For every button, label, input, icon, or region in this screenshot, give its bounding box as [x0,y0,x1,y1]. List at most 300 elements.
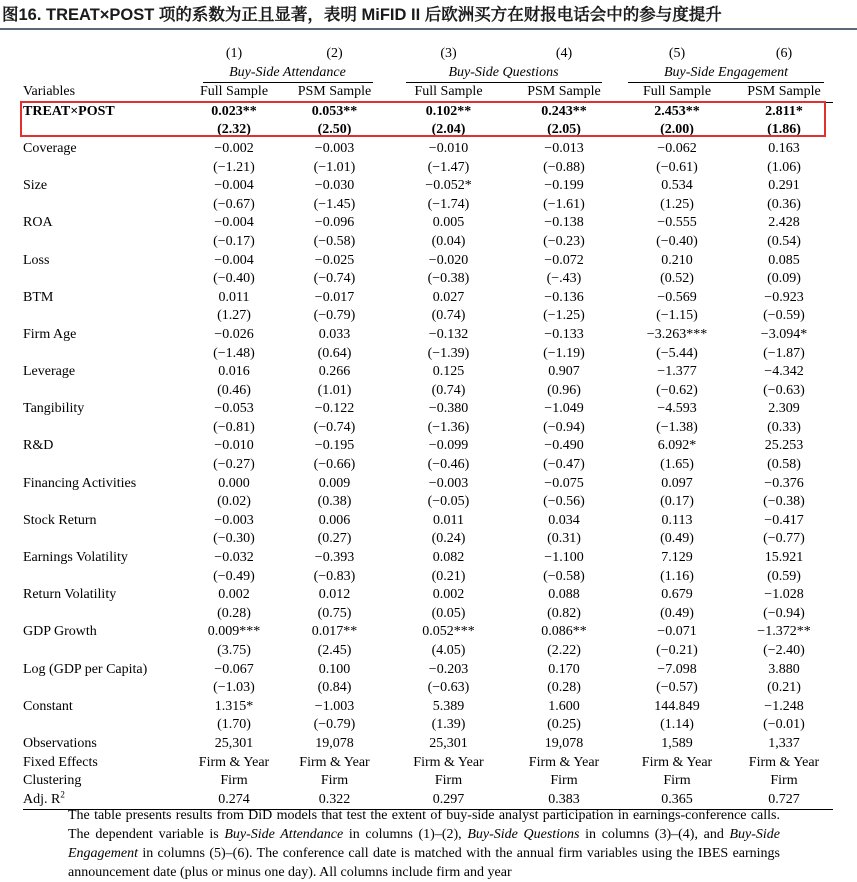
table-cell: (−0.38) [763,494,805,510]
table-cell: (1.25) [660,196,694,212]
table-cell: (1.16) [660,568,694,584]
table-cell: 25,301 [214,735,254,751]
table-cell: (−1.74) [427,196,470,212]
table-cell: −0.020 [428,252,469,268]
tstat-row [23,345,833,364]
table-cell: 0.034 [548,512,580,528]
table-cell: (−0.77) [763,531,805,547]
table-cell: (−0.74) [313,419,356,435]
table-cell: −0.052* [425,178,472,194]
table-cell: −0.417 [764,512,804,528]
table-cell: 0.727 [735,791,833,810]
table-cell: Firm & Year [198,754,270,770]
variable-name: Earnings Volatility [23,550,128,566]
table-cell: −0.490 [544,438,584,454]
table-cell: (−0.94) [543,419,585,435]
table-cell: (0.49) [660,605,694,621]
table-cell: −1.248 [764,698,804,714]
table-cell: (0.75) [317,605,352,621]
coef-row [23,549,833,568]
coef-row [23,437,833,456]
table-cell: 0.017** [311,624,358,640]
table-cell: 6.092* [657,438,697,454]
tstat-row [23,307,833,326]
table-cell: −0.030 [314,178,355,194]
table-cell: −0.053 [214,401,254,417]
variable-name [23,196,187,215]
tstat-row [23,568,833,587]
table-cell: (−1.39) [427,345,470,361]
table-cell: (−0.61) [656,159,698,175]
table-cell: (2.45) [317,643,352,658]
table-cell: −1.003 [314,698,355,714]
table-cell: Firm & Year [413,754,484,770]
table-cell: Firm [320,773,349,789]
table-cell: (0.09) [767,271,801,287]
sample-header-row [23,83,833,102]
table-cell: 0.291 [768,178,800,194]
table-cell: (0.59) [767,568,801,584]
title-divider [0,28,857,30]
table-cell: 0.006 [318,512,351,528]
sample-label: Full Sample [388,83,509,102]
table-cell: (−0.81) [213,419,255,435]
table-cell: 0.053** [311,103,358,119]
sample-label: Full Sample [187,83,281,102]
table-cell: −0.004 [214,178,254,194]
column-number: (5) [668,46,686,61]
column-number: (1) [225,46,243,61]
column-group-label: Buy-Side Attendance [203,64,373,84]
table-cell: Firm & Year [299,754,370,770]
table-cell: 144.849 [654,698,700,714]
coef-row [23,326,833,345]
table-cell: 0.002 [432,587,465,603]
table-cell: (1.65) [660,457,694,473]
column-number: (3) [440,46,457,61]
table-cell: −0.096 [314,215,355,231]
tstat-row [23,605,833,624]
table-cell: −0.199 [544,178,584,194]
table-cell: −4.593 [657,401,697,417]
table-cell: (−0.58) [313,233,356,249]
table-cell: (−0.38) [427,271,470,287]
tstat-row [23,233,833,252]
variable-name: Loss [23,252,50,268]
table-cell: (2.04) [431,122,466,138]
table-cell: (−5.44) [656,345,698,361]
table-cell: −0.032 [214,550,254,566]
table-cell: 0.170 [548,661,580,677]
table-cell: (−0.30) [213,531,255,547]
table-cell: (−0.47) [543,457,585,473]
variable-name [23,159,187,178]
table-cell: (2.00) [660,122,694,138]
table-cell: 0.097 [661,475,693,491]
table-cell: (0.25) [547,717,581,733]
variable-name [23,679,187,698]
table-cell: (−1.15) [656,308,698,324]
table-cell: −7.098 [657,661,697,677]
table-cell: (−0.40) [213,271,255,287]
table-cell: (−0.57) [656,680,698,696]
table-cell: 0.033 [318,326,351,342]
tstat-row [23,493,833,512]
table-cell: 0.009 [318,475,351,491]
table-cell: 0.266 [318,364,351,380]
table-cell: −0.062 [657,140,697,156]
table-cell: (2.05) [547,122,581,138]
table-cell: Firm [550,773,578,789]
stat-row [23,772,833,791]
table-cell: 0.088 [548,587,580,603]
variable-name: GDP Growth [23,624,97,640]
table-cell: 2.453** [654,103,700,119]
table-cell: −0.393 [314,550,355,566]
table-cell: (0.96) [547,382,581,398]
sample-label: PSM Sample [735,83,833,102]
table-cell: (−1.87) [763,345,805,361]
table-cell: 0.679 [661,587,693,603]
table-cell: Firm & Year [641,754,713,770]
table-cell: −0.122 [314,401,355,417]
table-cell: −0.025 [314,252,355,268]
table-cell: Firm & Year [528,754,600,770]
coef-row [23,140,833,159]
table-cell: 0.113 [661,512,693,528]
table-cell: 0.163 [768,140,800,156]
table-cell: −1.100 [544,550,584,566]
figure-title: 图16. TREAT×POST 项的系数为正且显著，表明 MiFID II 后欧洲买方在财报电话会中的参与度提升 [2,6,722,24]
table-cell: 0.210 [661,252,693,268]
table-cell: 1.600 [548,698,580,714]
column-number: (4) [555,46,573,61]
table-cell: −0.002 [214,140,254,156]
table-cell: (3.75) [217,643,251,658]
coef-row [23,214,833,233]
table-cell: (0.64) [317,345,352,361]
table-cell: (1.01) [317,382,352,398]
table-cell: −0.376 [764,475,804,491]
table-cell: 0.086** [541,624,587,640]
table-cell: 0.100 [318,661,351,677]
table-cell: −0.010 [214,438,254,454]
table-cell: (−0.94) [763,605,805,621]
table-cell: 3.880 [768,661,800,677]
table-cell: −0.138 [544,215,584,231]
table-cell: (0.52) [660,271,694,287]
table-cell: −0.203 [428,661,469,677]
coef-row [23,586,833,605]
table-cell: 2.309 [768,401,800,417]
variable-name: Tangibility [23,401,85,417]
table-cell: 0.274 [187,791,281,810]
table-cell: (−0.88) [543,159,585,175]
variable-name: ROA [23,215,53,231]
table-cell: (0.21) [431,568,466,584]
coef-row [23,512,833,531]
table-cell: (−.43) [546,271,582,287]
variable-name: Fixed Effects [23,754,98,770]
variable-name [23,345,187,364]
table-cell: (2.22) [547,643,581,658]
sample-label: PSM Sample [281,83,388,102]
table-cell: (−1.38) [656,419,698,435]
table-cell: −0.017 [314,289,355,305]
variable-name [23,419,187,438]
table-cell: 0.002 [218,587,250,603]
table-cell: 1.315* [214,698,254,714]
table-cell: (−1.48) [213,345,255,361]
table-cell: 0.102** [425,103,472,119]
table-cell: 0.125 [432,364,465,380]
table-cell: (−1.61) [543,196,585,212]
table-cell: (−1.01) [313,159,356,175]
table-cell: (−0.49) [213,568,255,584]
table-cell: (0.28) [547,680,581,696]
table-cell: (0.24) [431,531,466,547]
tstat-row [23,642,833,661]
table-cell: 0.082 [432,550,465,566]
table-cell: −0.923 [764,289,804,305]
table-cell: 0.011 [433,512,464,528]
table-cell: −0.569 [657,289,697,305]
table-cell: −0.067 [214,661,254,677]
table-cell: (−0.63) [427,680,470,696]
variable-name: Firm Age [23,326,77,342]
table-cell: (−1.21) [213,159,255,175]
table-cell: (0.58) [767,457,801,473]
table-cell: (0.27) [317,531,352,547]
table-cell: 25,301 [429,735,468,751]
tstat-row [23,679,833,698]
tstat-row [23,530,833,549]
table-cell: (0.31) [547,531,581,547]
table-cell: (−0.58) [543,568,585,584]
tstat-row [23,159,833,178]
variable-name: Return Volatility [23,587,117,603]
table-cell: (−1.19) [543,345,585,361]
table-cell: (0.21) [767,680,801,696]
table-cell: −0.004 [214,252,254,268]
table-cell: 19,078 [544,735,584,751]
table-cell: (1.39) [431,717,466,733]
table-cell: 7.129 [661,550,693,566]
table-cell: 0.027 [432,289,465,305]
table-cell: (0.84) [317,680,352,696]
variable-name [23,642,187,661]
table-cell: (0.38) [317,494,352,510]
table-cell: (−1.36) [427,419,470,435]
tstat-row [23,716,833,735]
table-cell: −0.010 [428,140,469,156]
table-note: The table presents results from DiD models that test the extent of buy-side analyst participation in earnings-conference calls. The dependent variable is Buy-Side Attendance in columns (1)–(2), Buy-Side Questions in columns (3)–(4), and Buy-Side Engagement in columns (5)–(6). The conference call date is matched with the annual firm variables using the IBES earnings announcement date (plus or minus one day). All columns include firm and year [68,808,780,880]
column-group-label: Buy-Side Questions [406,64,602,84]
coef-row [23,623,833,642]
table-cell: 0.052*** [422,624,475,640]
table-cell: (0.54) [767,233,801,249]
table-cell: (0.46) [217,382,251,398]
sample-label: PSM Sample [509,83,619,102]
table-cell: 19,078 [315,735,354,751]
table-cell: −0.026 [214,326,254,342]
variable-name: R&D [23,438,54,454]
table-cell: (2.50) [317,122,352,138]
table-cell: 1,589 [661,735,693,751]
table-cell: 15.921 [764,550,804,566]
table-cell: −0.071 [657,624,697,640]
variable-name: BTM [23,289,54,305]
table-cell: 25.253 [764,438,804,454]
variable-name [23,605,187,624]
table-cell: 5.389 [432,698,465,714]
table-cell: (0.05) [431,605,466,621]
table-cell: (0.36) [767,196,801,212]
sample-label: Full Sample [619,83,735,102]
table-cell: −4.342 [764,364,804,380]
coef-row [23,661,833,680]
table-cell: 0.012 [318,587,351,603]
table-cell: −0.003 [314,140,355,156]
coef-row [23,363,833,382]
table-cell: (−1.03) [213,680,255,696]
variable-name [23,493,187,512]
column-number: (2) [326,46,343,61]
table-cell: −0.075 [544,475,584,491]
table-cell: (0.02) [217,494,251,510]
tstat-row [23,382,833,401]
treat-post-tstat-row [23,121,833,140]
table-cell: −0.195 [314,438,355,454]
table-cell: (1.27) [217,308,251,324]
coef-row [23,475,833,494]
table-cell: Firm & Year [748,754,820,770]
table-cell: 0.011 [218,289,250,305]
table-cell: Firm [663,773,691,789]
table-cell: 2.428 [768,215,800,231]
table-cell: Firm [434,773,463,789]
adj-r2-label: Adj. $R^2$ [23,791,187,810]
table-cell: (−0.46) [427,457,470,473]
column-group-label: Buy-Side Engagement [628,64,824,84]
table-cell: (0.04) [431,233,466,249]
variable-name [23,716,187,735]
tstat-row [23,456,833,475]
table-cell: (−0.74) [313,271,356,287]
table-cell: (−0.23) [543,233,585,249]
table-cell: 0.023** [211,103,257,119]
table-cell: (−1.25) [543,308,585,324]
table-cell: (−0.59) [763,308,805,324]
table-cell: −3.094* [760,326,808,342]
table-cell: (−0.40) [656,233,698,249]
variable-name [23,530,187,549]
tstat-row [23,270,833,289]
table-cell: 0.383 [509,791,619,810]
table-cell: (0.28) [217,605,251,621]
variable-name [23,568,187,587]
variable-name: Leverage [23,364,76,380]
table-cell: −0.555 [657,215,697,231]
table-cell: Firm [220,773,248,789]
variable-name: Observations [23,735,97,751]
table-cell: Firm [770,773,798,789]
table-cell: (1.14) [660,717,694,733]
regression-table [23,45,833,810]
table-cell: 0.297 [388,791,509,810]
table-cell: (−0.56) [543,494,585,510]
table-cell: 0.322 [281,791,388,810]
tstat-row [23,419,833,438]
variable-name [23,382,187,401]
table-cell: (−1.45) [313,196,356,212]
table-cell: (1.06) [767,159,801,175]
table-cell: −3.263*** [646,326,708,342]
table-cell: −1.377 [657,364,697,380]
treat-post-coef-row [23,102,833,121]
table-cell: −1.028 [764,587,804,603]
table-cell: (−0.67) [213,196,255,212]
table-cell: (0.82) [547,605,581,621]
table-cell: 0.085 [768,252,800,268]
table-cell: (1.86) [767,122,801,138]
table-cell: 1,337 [768,735,800,751]
variable-name: Financing Activities [23,475,137,491]
variable-name: Log (GDP per Capita) [23,661,148,677]
table-cell: (0.74) [431,308,466,324]
table-cell: −0.003 [214,512,254,528]
coef-row [23,252,833,271]
table-cell: (0.33) [767,419,801,435]
table-cell: 0.016 [218,364,250,380]
table-cell: (4.05) [431,643,466,658]
variable-name: TREAT×POST [23,103,115,119]
table-cell: 0.365 [619,791,735,810]
table-cell: (0.74) [431,382,466,398]
coef-row [23,400,833,419]
table-cell: (−0.17) [213,233,255,249]
table-cell: (−0.63) [763,382,805,398]
table-cell: 0.000 [218,475,250,491]
table-cell: −1.372** [757,624,811,640]
variables-header: Variables [23,83,187,102]
table-cell: 0.907 [548,364,580,380]
table-cell: (−0.66) [313,457,356,473]
variable-name: Clustering [23,773,82,789]
table-cell: (−2.40) [763,643,805,658]
table-cell: 0.005 [432,215,465,231]
table-cell: (0.17) [660,494,694,510]
table-cell: (1.70) [217,717,251,733]
table-cell: (0.49) [660,531,694,547]
table-cell: −0.099 [428,438,469,454]
column-number-row [23,45,833,64]
coef-row [23,177,833,196]
table-cell: (−0.79) [313,308,356,324]
table-cell: (−0.27) [213,457,255,473]
table-cell: (−0.83) [313,568,356,584]
table-cell: −0.013 [544,140,584,156]
coef-row [23,289,833,308]
table-cell: −1.049 [544,401,584,417]
variable-name: Constant [23,698,73,714]
table-cell: −0.132 [428,326,469,342]
table-cell: (−1.47) [427,159,470,175]
table-cell: (−0.21) [656,643,698,658]
table-cell: −0.380 [428,401,469,417]
table-cell: 0.534 [661,178,693,194]
coef-row [23,698,833,717]
